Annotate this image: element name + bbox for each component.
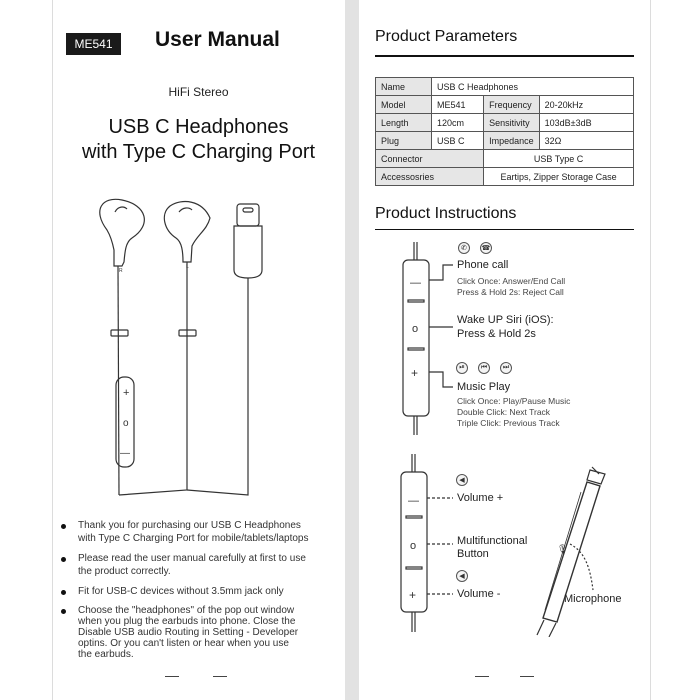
- mic-symbol: 🎙: [557, 545, 569, 555]
- product-title: [52, 115, 345, 165]
- note-item: Thank you for purchasing our USB C Headphones with Type C Charging Port for mobile/tablets/laptops: [58, 520, 340, 545]
- table-row: Model ME541 Frequency 20-20kHz: [376, 96, 634, 114]
- table-row: Connector USB Type C: [376, 150, 634, 168]
- phone-answer-icon: ✆: [458, 242, 470, 254]
- previous-icon: ⏮: [478, 362, 490, 374]
- table-row: Name USB C Headphones: [376, 78, 634, 96]
- earbud-left-mark: L: [186, 264, 189, 270]
- multifunction-line1: Multifunctional: [457, 535, 528, 547]
- phone-reject-icon: ☎: [480, 242, 492, 254]
- layout-center-label: o: [410, 540, 417, 552]
- page-margin-left: [0, 0, 52, 700]
- note-item: Fit for USB-C devices without 3.5mm jack only: [58, 586, 340, 599]
- note-item: Please read the user manual carefully at first to use the product correctly.: [58, 553, 340, 578]
- layout-minus-label: —: [408, 495, 419, 507]
- instructions-title: Product Instructions: [375, 205, 517, 222]
- page-gutter: [345, 0, 359, 700]
- earbud-right-mark: R: [119, 268, 123, 274]
- params-table: [375, 77, 634, 186]
- table-row: Length 120cm Sensitivity 103dB±3dB: [376, 114, 634, 132]
- table-row: Accessosries Eartips, Zipper Storage Case: [376, 168, 634, 186]
- music-play-title: Music Play: [457, 381, 511, 393]
- phone-call-title: Phone call: [457, 259, 509, 271]
- page-mark: [213, 676, 227, 677]
- music-line3: Triple Click: Previous Track: [457, 418, 560, 428]
- note-item: Choose the "headphones" of the pop out window when you plug the earbuds into phone. Close the Disable USB audio Routing in Setting - Developer optins. Or you can't listen or hear when you use the earbuds.: [58, 605, 340, 660]
- music-line2: Double Click: Next Track: [457, 407, 551, 417]
- btn-minus-label: —: [410, 277, 421, 289]
- volume-up-label: Volume +: [457, 492, 504, 504]
- music-line1: Click Once: Play/Pause Music: [457, 396, 571, 406]
- volume-up-icon: ◀: [456, 474, 468, 486]
- siri-line2: Press & Hold 2s: [457, 328, 536, 340]
- remote-center-label: o: [123, 418, 129, 429]
- instructions-rule: [375, 229, 634, 230]
- params-rule: [375, 55, 634, 57]
- headphones-illustration: [52, 190, 345, 520]
- phone-call-line2: Press & Hold 2s: Reject Call: [457, 287, 564, 297]
- product-title-line2: with Type C Charging Port: [81, 141, 316, 163]
- play-pause-icon: ⏯: [456, 362, 468, 374]
- remote-plus-label: +: [123, 387, 130, 399]
- remote-diagram-controls: [395, 240, 455, 440]
- manual-title: User Manual: [155, 28, 280, 51]
- params-title: Product Parameters: [375, 28, 518, 45]
- volume-down-label: Volume -: [457, 588, 501, 600]
- siri-line1: Wake UP Siri (iOS):: [457, 314, 554, 326]
- phone-call-line1: Click Once: Answer/End Call: [457, 276, 566, 286]
- page-margin-right: [651, 0, 700, 700]
- model-badge: ME541: [66, 33, 121, 55]
- page-mark: [475, 676, 489, 677]
- remote-minus-label: —: [120, 448, 130, 459]
- btn-plus-label: +: [411, 366, 419, 380]
- volume-down-icon: ◀: [456, 570, 468, 582]
- btn-center-label: o: [412, 323, 419, 335]
- page-mark: [165, 676, 179, 677]
- product-title-line1: USB C Headphones: [108, 116, 289, 138]
- page-mark: [520, 676, 534, 677]
- table-row: Plug USB C Impedance 32Ω: [376, 132, 634, 150]
- layout-plus-label: +: [409, 588, 417, 602]
- notes-list: [58, 520, 340, 668]
- multifunction-line2: Button: [457, 548, 489, 560]
- microphone-label: Microphone: [564, 593, 622, 605]
- next-icon: ⏭: [500, 362, 512, 374]
- hifi-subtitle: HiFi Stereo: [168, 85, 229, 99]
